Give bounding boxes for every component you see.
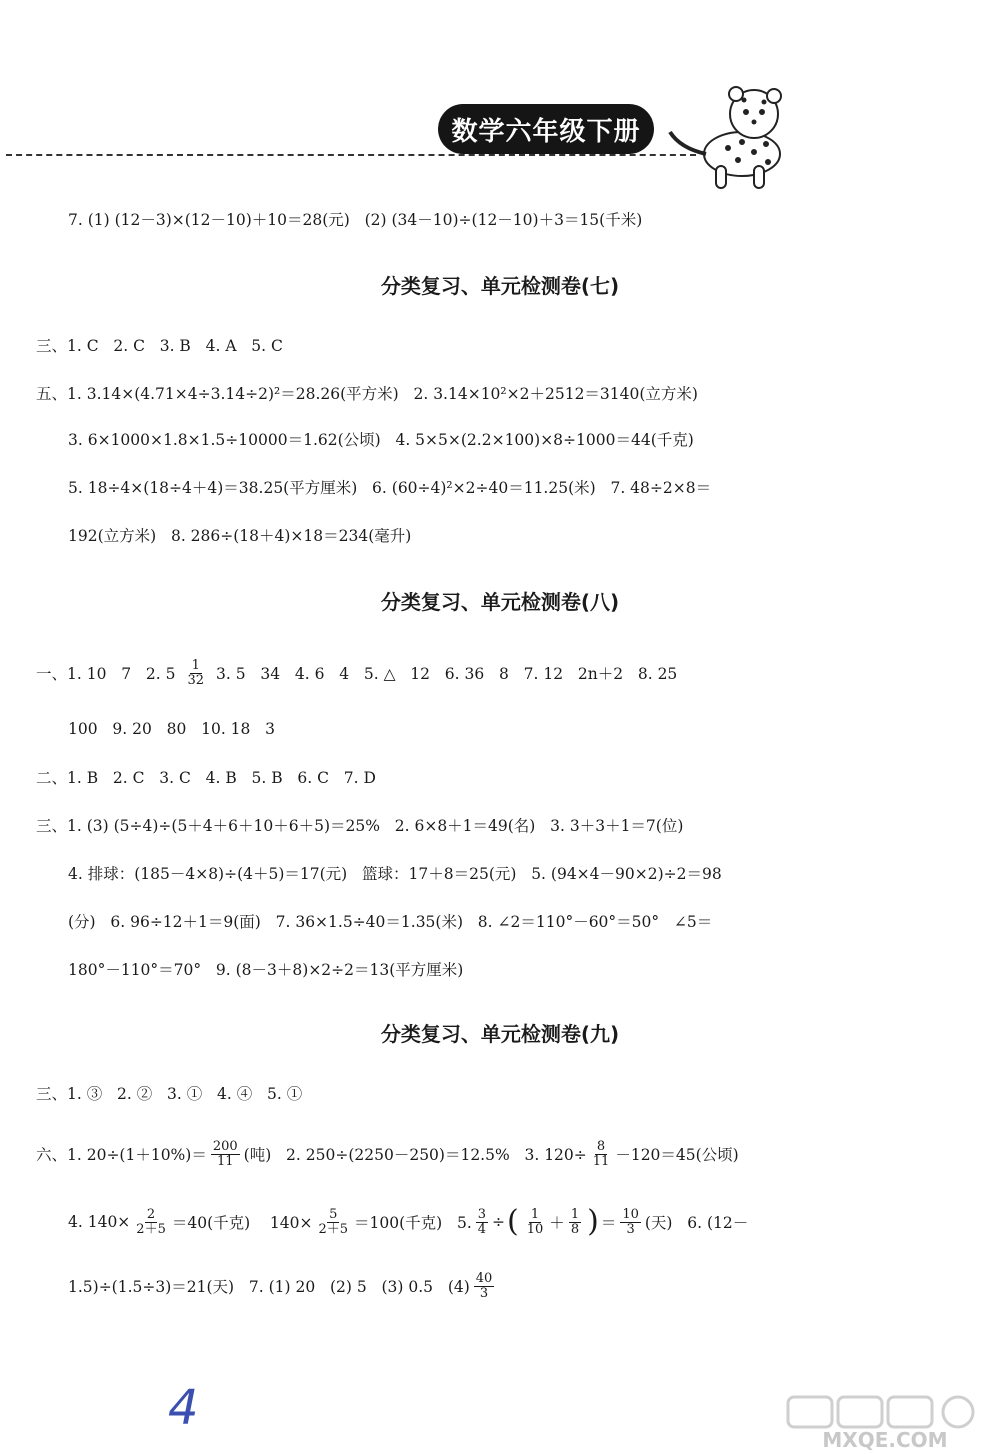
handwritten-page-number: 4	[168, 1380, 199, 1436]
right-paren: )	[587, 1204, 599, 1239]
book-title: 数学六年级下册	[451, 116, 641, 147]
fraction: $\frac{5}{2+5}$	[318, 1206, 348, 1237]
leopard-mascot-icon	[650, 78, 800, 190]
section-title: 分类复习、单元检测卷(七)	[380, 274, 620, 298]
fraction: $\frac{3}{4}$	[477, 1206, 487, 1237]
watermark-text: MXQE.COM	[822, 1428, 948, 1451]
answer-line: 192(立方米) 8. 286÷(18＋4)×18＝234(毫升)	[68, 527, 412, 545]
answer-line: (分) 6. 96÷12＋1＝9(面) 7. 36×1.5÷40＝1.35(米) 8. ∠2＝110°－60°＝50° ∠5＝	[68, 913, 713, 931]
answer-line: 4. 140× $\frac{2}{2+5}$ ＝40(千克) 140× $\frac{5}{2+5}$ ＝100(千克) 5. $\frac{3}{4}$ ÷ ( $\frac{1}{10}$ ＋ $\frac{1}{8}$ ) ＝ $\frac{10}{3}$ (天) 6. (12－	[68, 1204, 749, 1239]
fraction: $\frac{1}{8}$	[570, 1206, 580, 1237]
answer-line: 1.5)÷(1.5÷3)＝21(天) 7. (1) 20 (2) 5 (3) 0.5 (4) $\frac{40}{3}$	[68, 1270, 493, 1301]
answer-line: 三、1. (3) (5÷4)÷(5＋4＋6＋10＋6＋5)＝25% 2. 6×8＋1＝49(名) 3. 3＋3＋1＝7(位)	[36, 817, 684, 835]
header-banner	[438, 104, 654, 154]
header-dashed-line	[6, 154, 696, 156]
answer-line: 7. (1) (12－3)×(12－10)＋10＝28(元) (2) (34－10)÷(12－10)＋3＝15(千米)	[68, 211, 643, 229]
answer-line: 4. 排球：(185－4×8)÷(4＋5)＝17(元) 篮球：17＋8＝25(元) 5. (94×4－90×2)÷2＝98	[68, 865, 722, 883]
fraction: $\frac{8}{11}$	[592, 1138, 610, 1169]
answer-line: 180°－110°＝70° 9. (8－3＋8)×2÷2＝13(平方厘米)	[68, 961, 464, 979]
answer-line: 100 9. 20 80 10. 18 3	[68, 720, 276, 738]
section-title: 分类复习、单元检测卷(九)	[380, 1022, 620, 1046]
fraction: $\frac{1}{10}$	[526, 1206, 544, 1237]
fraction: $\frac{40}{3}$	[475, 1270, 493, 1301]
answer-line: 一、1. 10 7 2. 5 $\frac{1}{32}$ 3. 5 34 4. 6 4 5. △ 12 6. 36 8 7. 12 2n＋2 8. 25	[36, 657, 678, 688]
left-paren: (	[507, 1204, 519, 1239]
answer-line: 二、1. B 2. C 3. C 4. B 5. B 6. C 7. D	[36, 769, 376, 787]
watermark-logo-icon	[780, 1395, 990, 1451]
answer-line: 3. 6×1000×1.8×1.5÷10000＝1.62(公顷) 4. 5×5×(2.2×100)×8÷1000＝44(千克)	[68, 431, 694, 449]
answer-line: 六、1. 20÷(1＋10%)＝ $\frac{200}{11}$ (吨) 2. 250÷(2250－250)＝12.5% 3. 120÷ $\frac{8}{11}$ －120＝45(公顷)	[36, 1138, 739, 1169]
fraction: $\frac{2}{2+5}$	[136, 1206, 166, 1237]
fraction: $\frac{10}{3}$	[622, 1206, 639, 1237]
fraction: $\frac{1}{32}$	[187, 657, 204, 688]
answer-line: 三、1. C 2. C 3. B 4. A 5. C	[36, 337, 283, 355]
fraction: $\frac{200}{11}$	[212, 1138, 238, 1169]
section-title: 分类复习、单元检测卷(八)	[380, 590, 620, 614]
answer-line: 5. 18÷4×(18÷4＋4)＝38.25(平方厘米) 6. (60÷4)²×2÷40＝11.25(米) 7. 48÷2×8＝	[68, 479, 712, 497]
answer-line: 五、1. 3.14×(4.71×4÷3.14÷2)²＝28.26(平方米) 2. 3.14×10²×2＋2512＝3140(立方米)	[36, 385, 698, 403]
answer-line: 三、1. ③ 2. ② 3. ① 4. ④ 5. ①	[36, 1085, 303, 1103]
